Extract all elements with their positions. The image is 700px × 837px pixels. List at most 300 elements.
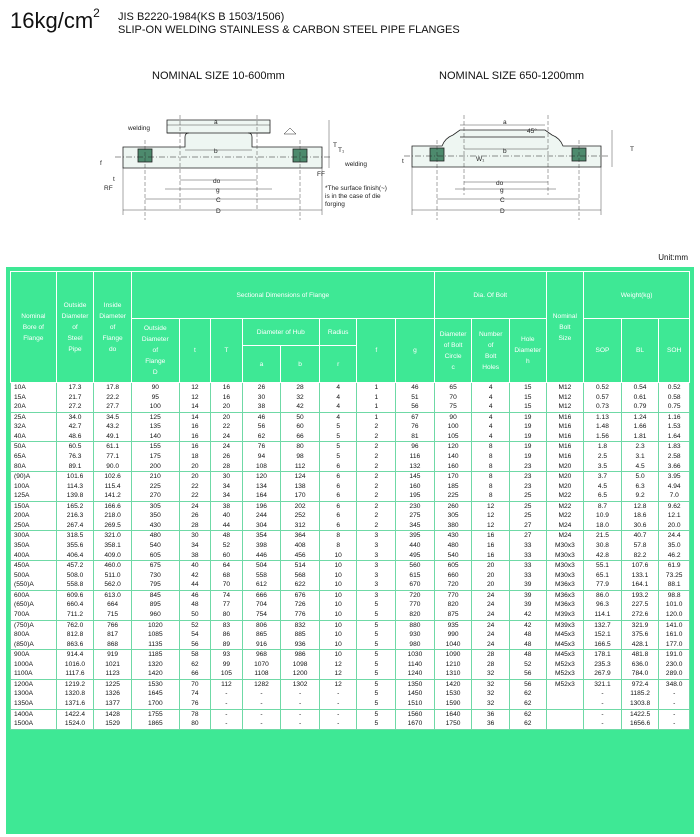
table-cell: 275	[396, 511, 435, 521]
table-cell: 36	[472, 719, 510, 729]
table-cell: 305	[434, 511, 472, 521]
table-cell: 2.5	[584, 452, 622, 462]
table-cell: 12	[472, 501, 510, 511]
table-cell: -	[319, 719, 357, 729]
table-cell: 8	[319, 541, 357, 551]
table-cell: 8	[472, 472, 510, 482]
table-cell: 0.58	[659, 393, 690, 403]
table-cell: 1.66	[621, 422, 659, 432]
table-cell: 65A	[11, 452, 57, 462]
table-cell: 1021	[94, 660, 132, 670]
table-cell: 511.0	[94, 571, 132, 581]
table-cell: 49.1	[94, 432, 132, 442]
table-cell: 1310	[434, 669, 472, 679]
table-cell: 8	[472, 452, 510, 462]
table-cell: 12	[179, 393, 211, 403]
table-cell: 3.5	[584, 462, 622, 472]
table-cell: 74	[211, 590, 243, 600]
table-cell: 986	[281, 650, 320, 660]
table-row	[11, 580, 690, 590]
table-cell: M36x3	[546, 590, 584, 600]
table-cell: 1670	[396, 719, 435, 729]
table-cell: 1350A	[11, 699, 57, 709]
table-cell: 2	[357, 501, 396, 511]
table-cell: 6	[319, 472, 357, 482]
table-cell: 440	[396, 541, 435, 551]
table-cell: 227.5	[621, 600, 659, 610]
table-cell: 5	[357, 709, 396, 719]
table-cell: 0.54	[621, 383, 659, 393]
table-cell: 62	[242, 432, 281, 442]
table-row	[11, 630, 690, 640]
table-cell: 39	[509, 600, 546, 610]
table-cell: 250A	[11, 521, 57, 531]
table-cell: 105	[434, 432, 472, 442]
table-cell: 6	[319, 482, 357, 492]
table-cell: 125A	[11, 491, 57, 501]
table-cell: 1400A	[11, 709, 57, 719]
table-cell: 10	[319, 561, 357, 571]
table-cell: 865	[242, 630, 281, 640]
pressure-value: 16kg/cm	[10, 8, 94, 33]
table-cell: 76.3	[56, 452, 94, 462]
table-cell: 18.0	[584, 521, 622, 531]
table-cell: 66	[281, 432, 320, 442]
table-cell: 1117.6	[56, 669, 94, 679]
table-cell: 930	[396, 630, 435, 640]
table-cell: 216.3	[56, 511, 94, 521]
table-cell: 98	[281, 452, 320, 462]
table-cell: 20A	[11, 402, 57, 412]
table-cell: 795	[131, 580, 179, 590]
table-cell: 23	[509, 462, 546, 472]
table-cell: 935	[434, 620, 472, 630]
label-b-left: b	[214, 148, 218, 155]
table-cell: 30.8	[584, 541, 622, 551]
table-cell: 56	[509, 669, 546, 679]
table-cell: 428.1	[621, 640, 659, 650]
table-cell: 5	[357, 669, 396, 679]
table-row	[11, 660, 690, 670]
table-cell: 34.0	[56, 412, 94, 422]
table-cell: 166.6	[94, 501, 132, 511]
table-cell: M20	[546, 462, 584, 472]
table-cell: 5	[319, 442, 357, 452]
table-cell: 175	[131, 452, 179, 462]
table-cell: M16	[546, 452, 584, 462]
table-cell: 260	[434, 501, 472, 511]
table-cell: 2	[357, 491, 396, 501]
label-d-left: D	[216, 208, 221, 215]
table-cell: 38	[179, 551, 211, 561]
table-cell	[546, 719, 584, 729]
table-cell: M36x3	[546, 600, 584, 610]
label-do-left: do	[213, 178, 221, 185]
table-cell: 1371.6	[56, 699, 94, 709]
table-cell: 0.52	[584, 383, 622, 393]
table-cell: 17.3	[56, 383, 94, 393]
table-cell: M24	[546, 521, 584, 531]
table-row	[11, 650, 690, 660]
table-cell: 33	[509, 551, 546, 561]
table-row	[11, 442, 690, 452]
table-cell: 664	[94, 600, 132, 610]
table-cell: 10.9	[584, 511, 622, 521]
table-cell: 990	[434, 630, 472, 640]
table-row	[11, 501, 690, 511]
table-row	[11, 462, 690, 472]
table-cell: 170	[434, 472, 472, 482]
table-cell: 20	[211, 402, 243, 412]
table-cell: 12	[319, 660, 357, 670]
table-cell: 1200	[281, 669, 320, 679]
table-cell: 481.8	[621, 650, 659, 660]
table-cell: 1098	[281, 660, 320, 670]
table-cell: 77	[211, 600, 243, 610]
table-cell: 8	[472, 462, 510, 472]
table-cell: 165.2	[56, 501, 94, 511]
group-weight: Weight(kg)	[584, 272, 690, 319]
table-cell: 2	[357, 472, 396, 482]
table-cell: 15A	[11, 393, 57, 403]
table-cell: 1	[357, 393, 396, 403]
table-cell: 0.73	[584, 402, 622, 412]
table-cell: 15	[509, 393, 546, 403]
table-cell: 36	[472, 709, 510, 719]
table-cell: 225	[434, 491, 472, 501]
table-cell: 48	[179, 600, 211, 610]
table-cell: 5	[357, 679, 396, 689]
table-cell: 56	[396, 402, 435, 412]
table-cell: 60.5	[56, 442, 94, 452]
table-cell: 26	[179, 511, 211, 521]
table-cell: 3.1	[621, 452, 659, 462]
table-cell: 6	[319, 501, 357, 511]
label-g-left: g	[216, 187, 220, 194]
table-row	[11, 689, 690, 699]
table-cell: 83	[211, 620, 243, 630]
table-cell: 23	[509, 472, 546, 482]
table-cell: 20	[179, 462, 211, 472]
label-g-right: g	[500, 187, 504, 194]
table-cell: -	[659, 719, 690, 729]
table-cell: 90.0	[94, 462, 132, 472]
table-cell: 100	[434, 422, 472, 432]
table-cell: M30x3	[546, 561, 584, 571]
table-cell: 784.0	[621, 669, 659, 679]
table-cell: 89	[211, 640, 243, 650]
table-cell: 321.1	[584, 679, 622, 689]
table-cell: 812.8	[56, 630, 94, 640]
table-cell: 200A	[11, 511, 57, 521]
table-cell: M30x3	[546, 551, 584, 561]
table-cell: 500A	[11, 571, 57, 581]
table-row	[11, 699, 690, 709]
table-cell: 1530	[131, 679, 179, 689]
col-t: t	[179, 319, 211, 383]
table-cell: 225	[131, 482, 179, 492]
table-cell: 82.2	[621, 551, 659, 561]
col-outside-dia-pipe: Outside Diameter of Steel Pipe	[56, 272, 94, 383]
table-cell: 321.9	[621, 620, 659, 630]
label-f-left: f	[100, 160, 102, 167]
table-cell: 6	[319, 521, 357, 531]
table-cell: 318.5	[56, 531, 94, 541]
table-cell: 139.8	[56, 491, 94, 501]
table-cell: 1.56	[584, 432, 622, 442]
table-cell: 2	[357, 432, 396, 442]
table-cell: 51	[396, 393, 435, 403]
table-cell: 4.94	[659, 482, 690, 492]
table-cell: 62	[509, 689, 546, 699]
table-cell: 32	[472, 699, 510, 709]
table-row	[11, 620, 690, 630]
table-cell: 64	[211, 561, 243, 571]
table-cell: 5.0	[621, 472, 659, 482]
table-cell	[546, 699, 584, 709]
table-cell: 100	[131, 402, 179, 412]
table-cell: 8.7	[584, 501, 622, 511]
table-cell: 133.1	[621, 571, 659, 581]
table-cell: 1.24	[621, 412, 659, 422]
table-cell: 27.2	[56, 402, 94, 412]
table-cell: 70	[434, 393, 472, 403]
table-cell: 32A	[11, 422, 57, 432]
table-cell: 135	[131, 422, 179, 432]
table-cell: 40	[179, 561, 211, 571]
table-cell: 1.83	[659, 442, 690, 452]
table-cell: 480	[434, 541, 472, 551]
table-cell: 40A	[11, 432, 57, 442]
table-cell: 1090	[434, 650, 472, 660]
table-cell: 80A	[11, 462, 57, 472]
table-cell: 1140	[396, 660, 435, 670]
table-cell: 33	[509, 541, 546, 551]
table-cell: 1428	[94, 709, 132, 719]
table-cell: 875	[434, 610, 472, 620]
table-cell: 568	[281, 571, 320, 581]
table-cell: 30	[179, 531, 211, 541]
table-cell: 558.8	[56, 580, 94, 590]
table-cell: 28	[211, 462, 243, 472]
table-cell: 67	[396, 412, 435, 422]
table-cell: 61.9	[659, 561, 690, 571]
table-row	[11, 551, 690, 561]
table-cell: 16	[472, 531, 510, 541]
table-cell: 42.7	[56, 422, 94, 432]
table-cell: 355.6	[56, 541, 94, 551]
table-cell: -	[211, 689, 243, 699]
table-cell: 16	[472, 551, 510, 561]
table-cell: 5	[357, 640, 396, 650]
table-cell: 558	[242, 571, 281, 581]
table-cell: M20	[546, 482, 584, 492]
table-cell: 1135	[131, 640, 179, 650]
table-cell: 12	[472, 521, 510, 531]
table-cell: (650)A	[11, 600, 57, 610]
table-cell: 726	[281, 600, 320, 610]
table-cell: 160	[434, 462, 472, 472]
table-row	[11, 402, 690, 412]
table-cell: 2	[357, 482, 396, 492]
table-cell: 80	[281, 442, 320, 452]
table-row	[11, 709, 690, 719]
table-cell: 102.6	[94, 472, 132, 482]
table-cell: 18.6	[621, 511, 659, 521]
table-cell: 3.7	[584, 472, 622, 482]
table-cell: 77.1	[94, 452, 132, 462]
table-cell: 160	[396, 482, 435, 492]
table-cell: 235.3	[584, 660, 622, 670]
table-cell: 1500A	[11, 719, 57, 729]
table-cell: 1100A	[11, 669, 57, 679]
table-cell: 8	[472, 482, 510, 492]
table-cell: 58	[179, 650, 211, 660]
table-cell: 704	[242, 600, 281, 610]
table-cell: 321.0	[94, 531, 132, 541]
table-cell: 170	[281, 491, 320, 501]
table-cell: 22	[211, 422, 243, 432]
table-cell: 140	[131, 432, 179, 442]
table-cell: 141.2	[94, 491, 132, 501]
table-cell: 5	[357, 689, 396, 699]
table-cell: 52	[509, 660, 546, 670]
table-cell: 50	[179, 610, 211, 620]
table-row	[11, 432, 690, 442]
table-cell: 5	[319, 422, 357, 432]
label-angle: 45°	[527, 128, 537, 135]
table-cell: 107.6	[621, 561, 659, 571]
table-cell: 480	[131, 531, 179, 541]
table-cell: 15	[509, 402, 546, 412]
table-cell: 43.2	[94, 422, 132, 432]
table-cell: 16	[179, 442, 211, 452]
table-cell: 5	[357, 660, 396, 670]
table-cell: 56	[179, 640, 211, 650]
label-rf: RF	[104, 185, 113, 192]
table-cell: 817	[94, 630, 132, 640]
table-cell: 3	[357, 580, 396, 590]
table-row	[11, 511, 690, 521]
table-cell: 132	[396, 462, 435, 472]
table-cell: 0.61	[621, 393, 659, 403]
table-cell: 134	[242, 482, 281, 492]
table-cell: 430	[131, 521, 179, 531]
table-cell: -	[659, 689, 690, 699]
table-cell: 540	[434, 551, 472, 561]
table-cell: 514	[281, 561, 320, 571]
table-cell: 62	[509, 709, 546, 719]
table-cell: 0.75	[659, 402, 690, 412]
table-cell: 19	[509, 422, 546, 432]
table-cell: -	[659, 709, 690, 719]
table-cell: 114.1	[584, 610, 622, 620]
table-cell: 10	[319, 650, 357, 660]
table-cell: 75	[434, 402, 472, 412]
table-cell: 96	[396, 442, 435, 452]
table-cell: 562.0	[94, 580, 132, 590]
table-cell: 120	[242, 472, 281, 482]
table-cell: 1240	[396, 669, 435, 679]
pressure-rating	[10, 8, 100, 34]
table-cell: 5	[319, 432, 357, 442]
table-cell: 700A	[11, 610, 57, 620]
col-bolt-circle: Diameter of Bolt Circle c	[434, 319, 472, 383]
standard-block	[118, 11, 460, 37]
table-cell: 141.0	[659, 620, 690, 630]
table-cell: 48	[509, 650, 546, 660]
table-cell: 1865	[131, 719, 179, 729]
table-row	[11, 571, 690, 581]
table-cell: 48	[509, 640, 546, 650]
table-cell: 1510	[396, 699, 435, 709]
col-T: T	[211, 319, 243, 383]
table-cell: 42	[179, 571, 211, 581]
table-cell: 33	[509, 571, 546, 581]
col-a: a	[242, 346, 281, 383]
table-cell: 5	[357, 620, 396, 630]
label-a-left: a	[214, 119, 218, 126]
table-cell: 30	[211, 472, 243, 482]
table-cell: 28	[281, 383, 320, 393]
table-cell: 230.0	[659, 660, 690, 670]
table-row	[11, 719, 690, 729]
table-cell: 9.62	[659, 501, 690, 511]
table-cell: 150A	[11, 501, 57, 511]
table-cell: 0.79	[621, 402, 659, 412]
table-cell: 1422.5	[621, 709, 659, 719]
table-cell: 806	[242, 620, 281, 630]
table-cell: M30x3	[546, 541, 584, 551]
table-cell: 868	[94, 640, 132, 650]
label-b-right: b	[503, 148, 507, 155]
table-cell: 20	[211, 412, 243, 422]
col-nominal-bolt-size: Nominal Bolt Size	[546, 272, 584, 383]
table-cell: 10	[319, 600, 357, 610]
table-cell: 60	[211, 551, 243, 561]
table-cell: 504	[242, 561, 281, 571]
table-cell: 24	[472, 640, 510, 650]
table-cell: 24	[472, 600, 510, 610]
label-c-left: C	[216, 197, 221, 204]
table-cell: M22	[546, 511, 584, 521]
table-cell: 56	[242, 422, 281, 432]
table-cell: M52x3	[546, 669, 584, 679]
table-cell: 32	[472, 689, 510, 699]
label-T-right: T	[630, 146, 634, 153]
table-cell: 27.7	[94, 402, 132, 412]
table-cell: 20	[472, 571, 510, 581]
standard-subtitle: SLIP-ON WELDING STAINLESS & CARBON STEEL PIPE FLANGES	[118, 24, 460, 36]
table-cell: 660.4	[56, 600, 94, 610]
table-cell: 8	[319, 531, 357, 541]
table-cell: 1108	[242, 669, 281, 679]
table-cell: 1755	[131, 709, 179, 719]
table-cell: 720	[434, 580, 472, 590]
table-cell: -	[281, 709, 320, 719]
table-cell: M20	[546, 472, 584, 482]
label-a-right: a	[503, 119, 507, 126]
table-cell: 191.0	[659, 650, 690, 660]
table-cell: (750)A	[11, 620, 57, 630]
table-cell: 34.5	[94, 412, 132, 422]
table-cell: 76	[396, 422, 435, 432]
table-cell: 16	[211, 393, 243, 403]
table-cell: 42	[509, 620, 546, 630]
table-cell: 800A	[11, 630, 57, 640]
table-cell: 1302	[281, 679, 320, 689]
table-cell: 916	[242, 640, 281, 650]
